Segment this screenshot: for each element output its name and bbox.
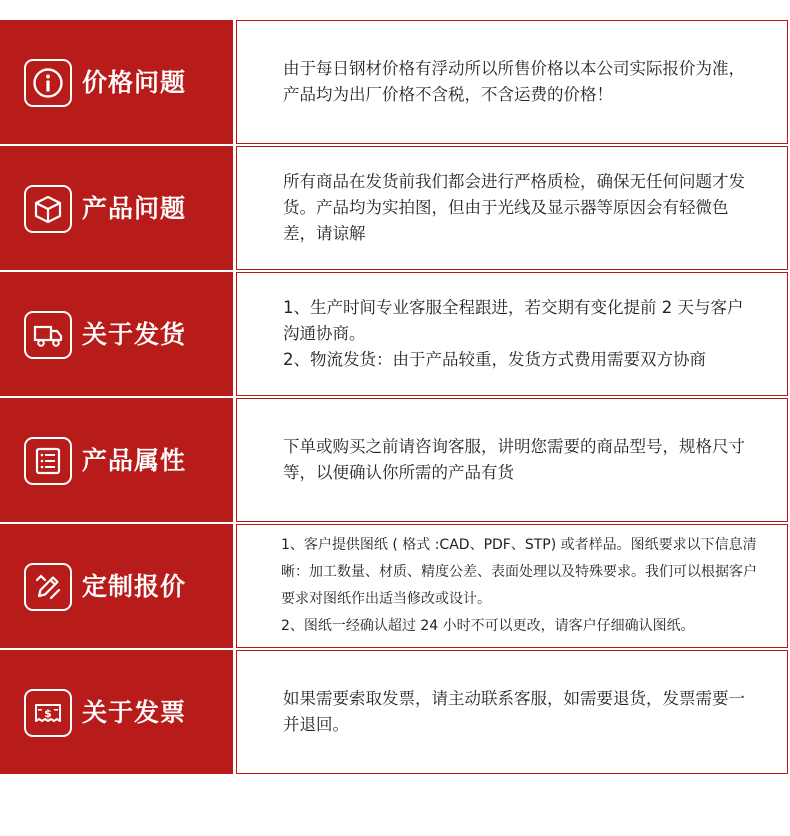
section-shipping [0, 272, 790, 398]
section-header [0, 272, 233, 396]
section-text: 2、图纸一经确认超过 24 小时不可以更改，请客户仔细确认图纸。 [281, 618, 695, 634]
section-attributes [0, 398, 790, 524]
section-header [0, 650, 233, 774]
section-title: 产品属性 [82, 446, 187, 475]
svg-text:$: $ [44, 707, 52, 720]
section-text: 如果需要索取发票，请主动联系客服，如需要退货，发票需要一并退回。 [283, 689, 745, 734]
section-header [0, 398, 233, 522]
section-header [0, 146, 233, 270]
section-text: 下单或购买之前请咨询客服，讲明您需要的商品型号，规格尺寸等，以便确认你所需的产品有货 [283, 437, 745, 482]
pencil-icon [24, 563, 72, 611]
truck-icon [24, 311, 72, 359]
list-icon [24, 437, 72, 485]
section-text: 1、客户提供图纸 ( 格式 :CAD、PDF、STP) 或者样品。图纸要求以下信息清晰：加工数量、材质、精度公差、表面处理以及特殊要求。我们可以根据客户要求对图纸作出适当修改或设计。 [281, 537, 757, 607]
section-text: 1、生产时间专业客服全程跟进，若交期有变化提前 2 天与客户沟通协商。 [283, 298, 744, 343]
section-body [236, 146, 788, 270]
section-custom-quote [0, 524, 790, 650]
section-invoice [0, 650, 790, 776]
section-text: 2、物流发货：由于产品较重，发货方式费用需要双方协商 [283, 350, 706, 369]
section-header [0, 524, 233, 648]
section-title: 关于发货 [82, 320, 187, 349]
section-text: 由于每日钢材价格有浮动所以所售价格以本公司实际报价为准，产品均为出厂价格不含税，不含运费的价格！ [283, 59, 745, 104]
info-icon [24, 59, 72, 107]
section-body [236, 650, 788, 774]
section-title: 产品问题 [82, 194, 187, 223]
section-header [0, 20, 233, 144]
box-icon [24, 185, 72, 233]
section-text: 所有商品在发货前我们都会进行严格质检，确保无任何问题才发货。产品均为实拍图，但由于光线及显示器等原因会有轻微色差，请谅解 [283, 172, 745, 243]
section-body [236, 524, 788, 648]
section-price [0, 20, 790, 146]
section-body [236, 398, 788, 522]
section-title: 关于发票 [82, 698, 187, 727]
receipt-icon [24, 689, 72, 737]
section-title: 价格问题 [82, 68, 187, 97]
section-body [236, 20, 788, 144]
section-product [0, 146, 790, 272]
section-body [236, 272, 788, 396]
section-title: 定制报价 [82, 572, 187, 601]
